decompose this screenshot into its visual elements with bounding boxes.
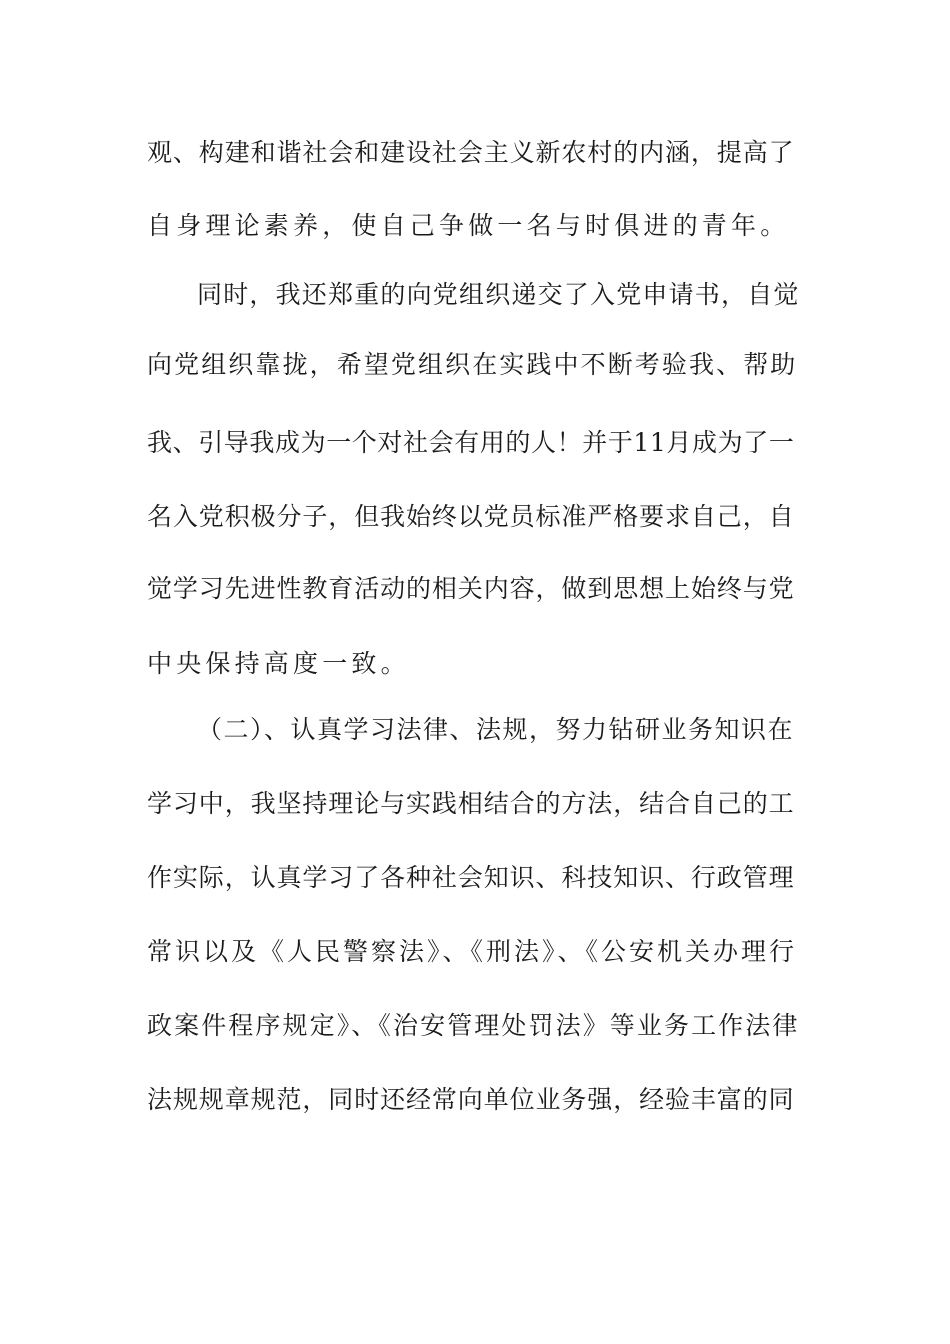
text-line-1: 观、构建和谐社会和建设社会主义新农村的内涵，提高了 [147,138,795,167]
text-line-2: 自身理论素养，使自己争做一名与时俱进的青年。 [147,211,790,240]
paragraph-start-line-3: 同时，我还郑重的向党组织递交了入党申请书，自觉 [197,280,800,309]
text-line-11: 作实际，认真学习了各种社会知识、科技知识、行政管理 [147,863,795,892]
text-line-10: 学习中，我坚持理论与实践相结合的方法，结合自己的工 [147,789,795,818]
text-line-4: 向党组织靠拢，希望党组织在实践中不断考验我、帮助 [147,350,798,379]
text-line-5: 我、引导我成为一个对社会有用的人！并于11月成为了一 [147,428,795,457]
text-line-8: 中央保持高度一致。 [147,649,410,678]
text-line-6: 名入党积极分子，但我始终以党员标准严格要求自己，自 [147,502,795,531]
text-line-13: 政案件程序规定》、《治安管理处罚法》等业务工作法律 [147,1011,800,1040]
text-line-14: 法规规章规范，同时还经常向单位业务强，经验丰富的同 [147,1085,795,1114]
text-line-12: 常识以及《人民警察法》、《刑法》、《公安机关办理行 [147,937,798,966]
text-line-7: 觉学习先进性教育活动的相关内容，做到思想上始终与党 [147,574,795,603]
section-heading-line-9: （二）、认真学习法律、法规，努力钻研业务知识在 [197,715,795,744]
